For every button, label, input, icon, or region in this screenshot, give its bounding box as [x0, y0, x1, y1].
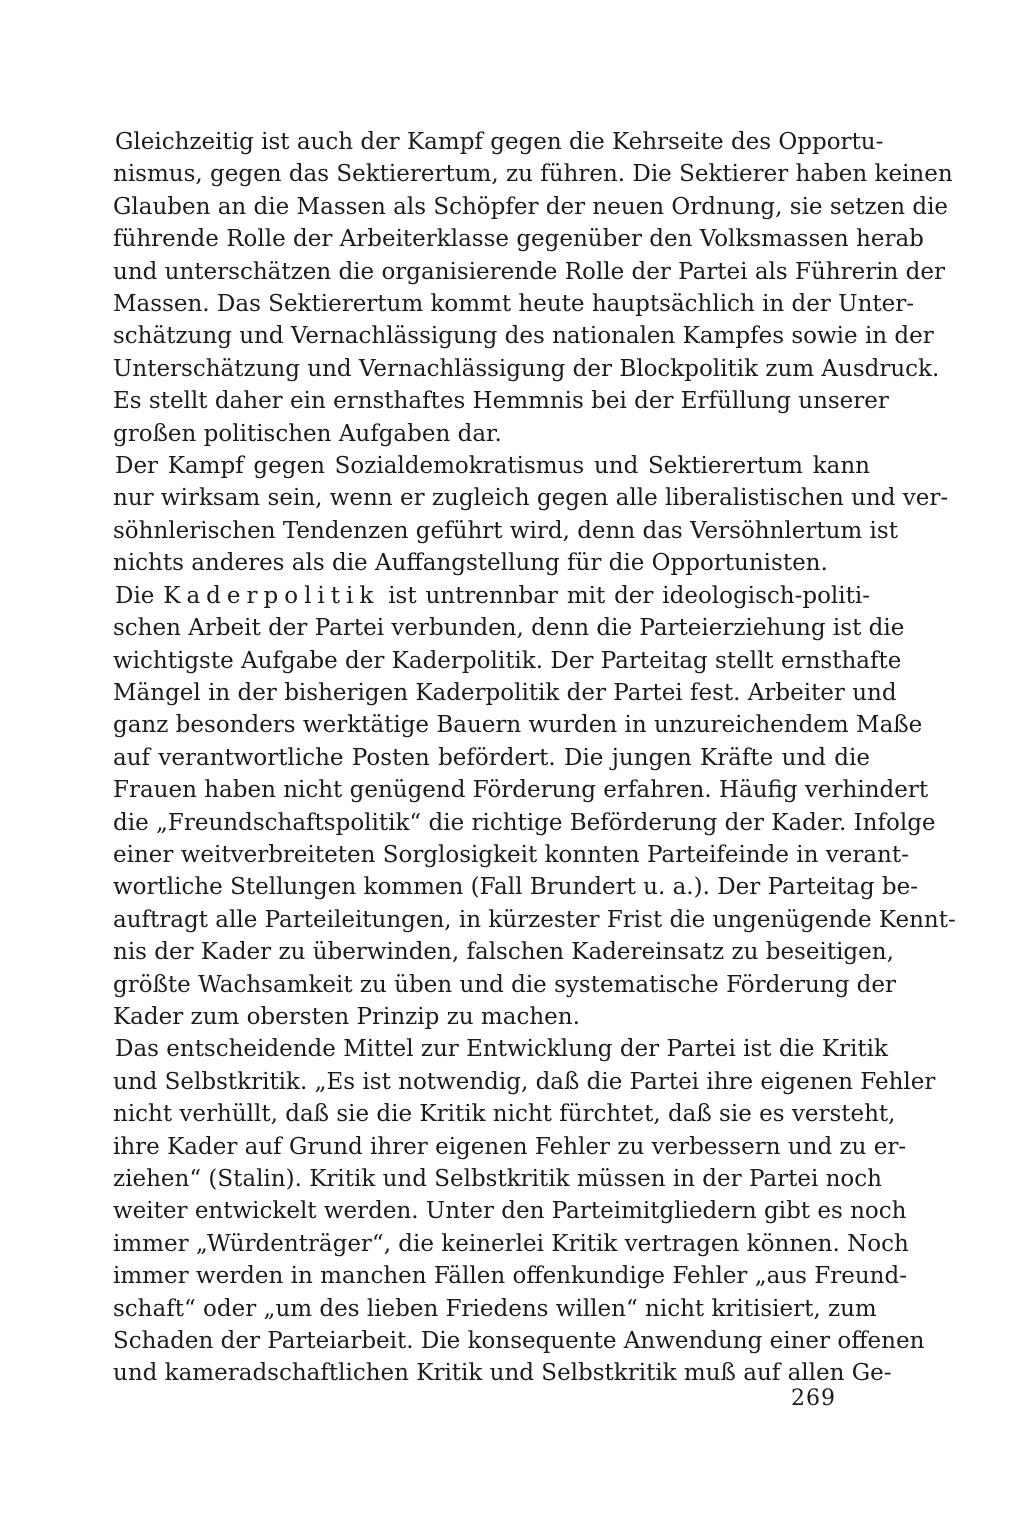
- text-line: wichtigste Aufgabe der Kaderpolitik. Der Parteitag stellt ernsthafte: [113, 647, 902, 674]
- text-line: nichts anderes als die Auffangstellung für die Opportunisten.: [113, 550, 828, 577]
- text-line: ziehen“ (Stalin). Kritik und Selbstkritik müssen in der Partei noch: [113, 1166, 882, 1192]
- text-line: Schaden der Parteiarbeit. Die konsequente Anwendung einer offenen: [113, 1328, 925, 1355]
- text-line: Der Kampf gegen Sozialdemokratismus und Sektierertum kann: [115, 453, 870, 480]
- text-line: und kameradschaftlichen Kritik und Selbstkritik muß auf allen Ge-: [113, 1360, 892, 1387]
- text-line: größte Wachsamkeit zu üben und die systematische Förderung der: [113, 971, 896, 998]
- text-line: nur wirksam sein, wenn er zugleich gegen alle liberalistischen und ver-: [113, 485, 949, 512]
- text-line: nismus, gegen das Sektierertum, zu führen. Die Sektierer haben keinen: [113, 161, 953, 188]
- text-line: großen politischen Aufgaben dar.: [113, 420, 502, 447]
- page-number: 269: [791, 1386, 836, 1411]
- text-line: ihre Kader auf Grund ihrer eigenen Fehler zu verbessern und zu er-: [113, 1133, 907, 1160]
- text-line: ganz besonders werktätige Bauern wurden in unzureichendem Maße: [113, 712, 923, 739]
- text-line: und Selbstkritik. „Es ist notwendig, daß die Partei ihre eigenen Fehler: [113, 1068, 936, 1095]
- text-line: die „Freundschaftspolitik“ die richtige Beförderung der Kader. Infolge: [113, 809, 936, 836]
- text-line: einer weitverbreiteten Sorglosigkeit konnten Parteifeinde in verant-: [113, 841, 909, 868]
- text-line: Massen. Das Sektierertum kommt heute hauptsächlich in der Unter-: [113, 291, 915, 318]
- text-line: führende Rolle der Arbeiterklasse gegenüber den Volksmassen herab: [113, 226, 924, 253]
- text-line: und unterschätzen die organisierende Rolle der Partei als Führerin der: [113, 258, 946, 285]
- text-line: immer werden in manchen Fällen offenkundige Fehler „aus Freund-: [113, 1263, 907, 1290]
- paragraph-social-democratism: [113, 450, 949, 580]
- text-line: schätzung und Vernachlässigung des nationalen Kampfes sowie in der: [113, 323, 934, 350]
- text-line-with-emphasis: [113, 580, 870, 612]
- text-fragment: ist untrennbar mit der ideologisch-politi-: [388, 582, 871, 609]
- text-line: auftragt alle Parteileitungen, in kürzester Frist die ungenügende Kennt-: [113, 906, 956, 933]
- text-line: Kader zum obersten Prinzip zu machen.: [113, 1003, 580, 1030]
- text-line: weiter entwickelt werden. Unter den Parteimitgliedern gibt es noch: [113, 1198, 907, 1225]
- text-fragment: Die: [115, 582, 155, 609]
- text-line: immer „Würdenträger“, die keinerlei Kritik vertragen können. Noch: [113, 1230, 909, 1257]
- text-line: wortliche Stellungen kommen (Fall Brundert u. a.). Der Parteitag be-: [113, 874, 919, 901]
- paragraph-criticism: [113, 1033, 936, 1389]
- text-line: Frauen haben nicht genügend Förderung erfahren. Häufig verhindert: [113, 777, 929, 804]
- text-line: Mängel in der bisherigen Kaderpolitik der Partei fest. Arbeiter und: [113, 679, 897, 706]
- text-line: söhnlerischen Tendenzen geführt wird, denn das Versöhnlertum ist: [113, 517, 898, 544]
- paragraph-cadre-policy: [113, 580, 956, 1034]
- emphasized-term: Kaderpolitik: [163, 582, 380, 609]
- text-line: Unterschätzung und Vernachlässigung der Blockpolitik zum Ausdruck.: [113, 355, 940, 382]
- text-line: Es stellt daher ein ernsthaftes Hemmnis bei der Erfüllung unserer: [113, 388, 889, 415]
- text-line: Glauben an die Massen als Schöpfer der neuen Ordnung, sie setzen die: [113, 193, 949, 220]
- page-body: [113, 126, 956, 1390]
- text-line: Gleichzeitig ist auch der Kampf gegen die Kehrseite des Opportu-: [115, 129, 884, 155]
- paragraph-sectarianism: [113, 126, 953, 450]
- text-line: schaft“ oder „um des lieben Friedens willen“ nicht kritisiert, zum: [113, 1295, 877, 1322]
- text-line: Das entscheidende Mittel zur Entwicklung der Partei ist die Kritik: [115, 1036, 888, 1063]
- text-line: nicht verhüllt, daß sie die Kritik nicht fürchtet, daß sie es versteht,: [113, 1101, 896, 1128]
- text-line: auf verantwortliche Posten befördert. Die jungen Kräfte und die: [113, 744, 870, 771]
- text-line: schen Arbeit der Partei verbunden, denn die Parteierziehung ist die: [113, 615, 905, 642]
- text-line: nis der Kader zu überwinden, falschen Kadereinsatz zu beseitigen,: [113, 939, 894, 966]
